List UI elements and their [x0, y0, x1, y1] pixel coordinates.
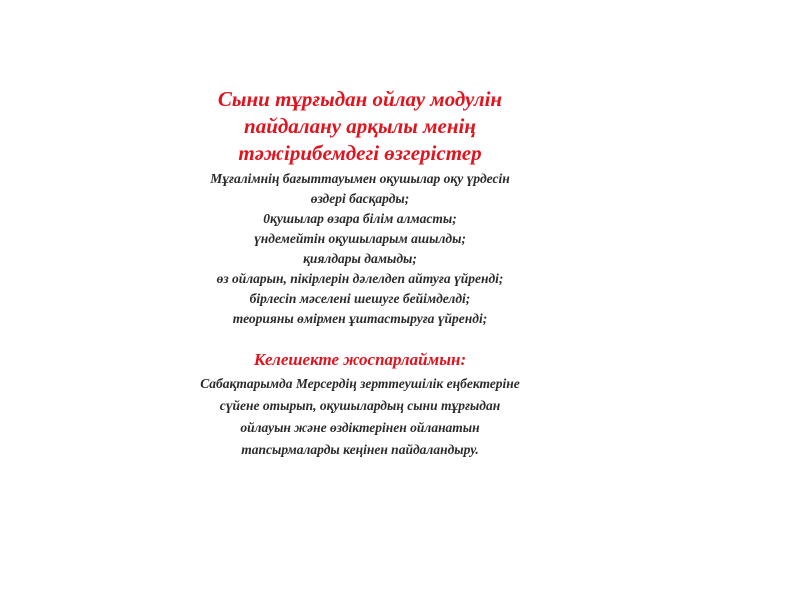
plan-heading: Келешекте жоспарлаймын: — [253, 350, 467, 369]
changes-list-item: өз ойларын, пікірлерін дәлелдеп айтуға үйренді; — [216, 271, 504, 286]
plan-line-1: Сабақтарымда Мерсердің зерттеушілік еңбектеріне — [200, 376, 520, 391]
plan-line-3: ойлауын және өздіктерінен ойланатын — [240, 420, 480, 435]
changes-list-item: Мұғалімнің бағыттауымен оқушылар оқу үрдесін — [210, 171, 510, 186]
changes-list-item: өздері басқарды; — [310, 191, 410, 206]
plan-line-4: тапсырмаларды кеңінен пайдаландыру. — [241, 442, 479, 457]
changes-list-item: үндемейтін оқушыларым ашылды; — [254, 231, 466, 246]
title-line-2: пайдалану арқылы менің — [244, 114, 476, 138]
changes-list-item: 0қушылар өзара білім алмасты; — [263, 211, 457, 226]
slide-title — [110, 86, 610, 167]
plan-line-2: сүйене отырып, оқушылардың сыни тұрғыдан — [219, 398, 501, 413]
title-line-3: тәжірибемдегі өзгерістер — [238, 141, 482, 165]
changes-list-item: қиялдары дамыды; — [303, 251, 417, 266]
changes-list-item: бірлесіп мәселені шешуге бейімделді; — [249, 291, 471, 306]
title-line-1: Сыни тұрғыдан ойлау модулін — [217, 87, 503, 111]
changes-list — [110, 169, 610, 329]
slide-content — [110, 86, 610, 461]
changes-list-item: теорияны өмірмен ұштастыруға үйренді; — [232, 311, 488, 326]
plan-paragraph — [110, 373, 610, 461]
